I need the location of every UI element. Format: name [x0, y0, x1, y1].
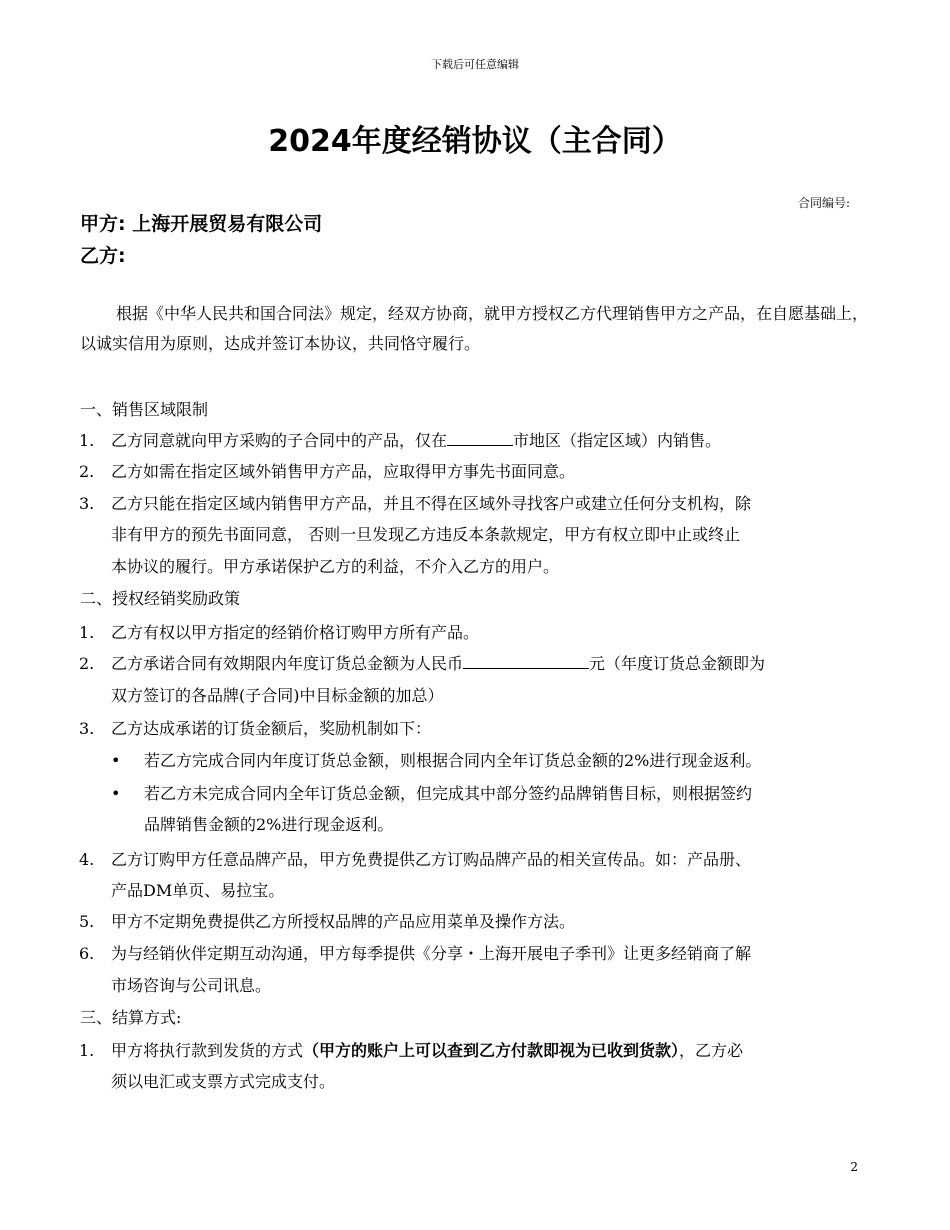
list-item: 甲方不定期免费提供乙方所授权品牌的产品应用菜单及操作方法。 [111, 912, 576, 931]
party-a: 甲方: 上海开展贸易有限公司 [80, 213, 323, 235]
item-number: 4. [79, 850, 95, 869]
list-item: 乙方达成承诺的订货金额后，奖励机制如下： [111, 719, 432, 738]
header-note: 下载后可任意编辑 [431, 58, 519, 71]
list-item-line: 乙方只能在指定区域内销售甲方产品，并且不得在区域外寻找客户或建立任何分支机构，除 [111, 494, 752, 513]
item-text-bold: （甲方的账户上可以查到乙方付款即视为已收到货款） [303, 1041, 680, 1060]
list-item-line: 为与经销伙伴定期互动沟通，甲方每季提供《分享・上海开展电子季刊》让更多经销商了解 [111, 944, 752, 963]
item-text: 乙方承诺合同有效期限内年度订货总金额为人民币 [111, 654, 464, 673]
item-number: 6. [79, 944, 95, 963]
section-heading: 三、结算方式: [80, 1008, 182, 1027]
item-number: 1. [79, 1041, 95, 1060]
item-text: 元（年度订货总金额即为 [589, 654, 766, 673]
bullet-icon: • [111, 784, 121, 803]
item-number: 3. [79, 494, 95, 513]
item-text: ，乙方必 [679, 1041, 744, 1060]
bullet-item: 若乙方完成合同内年度订货总金额，则根据合同内全年订货总金额的2%进行现金返利。 [144, 751, 762, 770]
bullet-icon: • [111, 751, 121, 770]
item-number: 2. [79, 654, 95, 673]
list-item-line: 市场咨询与公司讯息。 [111, 976, 272, 995]
item-text: 市地区（指定区域）内销售。 [513, 431, 722, 450]
blank-underline [463, 649, 589, 669]
contract-number-label: 合同编号: [797, 196, 850, 210]
blank-underline [447, 426, 513, 446]
bullet-item: 若乙方未完成合同内全年订货总金额，但完成其中部分签约品牌销售目标，则根据签约 [144, 784, 753, 803]
item-text: 甲方将执行款到发货的方式 [111, 1041, 304, 1060]
item-number: 1. [79, 623, 95, 642]
item-number: 3. [79, 719, 95, 738]
list-item-line: 非有甲方的预先书面同意， 否则一旦发现乙方违反本条款规定，甲方有权立即中止或终止 [111, 525, 741, 544]
item-number: 1. [79, 431, 95, 450]
list-item: 乙方如需在指定区域外销售甲方产品，应取得甲方事先书面同意。 [111, 462, 576, 481]
item-number: 2. [79, 462, 95, 481]
list-item-line: 双方签订的各品牌(子合同)中目标金额的加总） [111, 686, 444, 705]
bullet-item-line: 品牌销售金额的2%进行现金返利。 [144, 815, 394, 834]
list-item-line: 本协议的履行。甲方承诺保护乙方的利益，不介入乙方的用户。 [111, 557, 560, 576]
list-item: 乙方有权以甲方指定的经销价格订购甲方所有产品。 [111, 623, 480, 642]
item-text: 乙方同意就向甲方采购的子合同中的产品，仅在 [111, 431, 448, 450]
list-item-line: 产品DM单页、易拉宝。 [111, 881, 285, 900]
section-heading: 二、授权经销奖励政策 [80, 589, 241, 608]
list-item [111, 1036, 743, 1066]
list-item-line: 须以电汇或支票方式完成支付。 [111, 1072, 336, 1091]
list-item [111, 649, 765, 679]
list-item [111, 426, 721, 456]
item-number: 5. [79, 912, 95, 931]
document-title: 2024年度经销协议（主合同） [268, 124, 682, 159]
party-b: 乙方: [80, 245, 126, 267]
section-heading: 一、销售区域限制 [80, 400, 209, 419]
preamble-paragraph: 根据《中华人民共和国合同法》规定，经双方协商，就甲方授权乙方代理销售甲方之产品，在自愿基础上，以诚实信用为原则，达成并签订本协议，共同恪守履行。 [80, 304, 869, 353]
list-item-line: 乙方订购甲方任意品牌产品，甲方免费提供乙方订购品牌产品的相关宣传品。如：产品册、 [111, 850, 752, 869]
page-number: 2 [850, 1160, 858, 1174]
